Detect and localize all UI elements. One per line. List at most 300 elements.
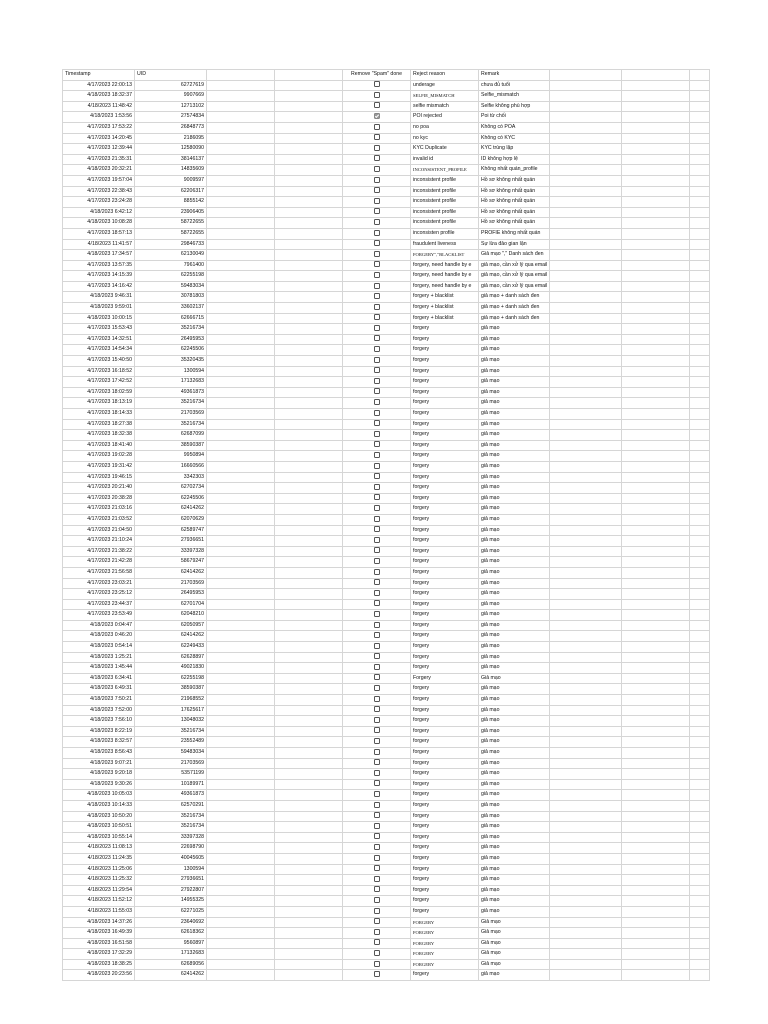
reject-reason-cell[interactable]: forgery (411, 652, 479, 663)
empty-cell[interactable] (550, 620, 622, 631)
timestamp-cell[interactable]: 4/18/2023 20:23:56 (63, 970, 135, 981)
empty-cell[interactable] (690, 250, 710, 261)
reject-reason-cell[interactable]: underage (411, 80, 479, 91)
spam-done-cell[interactable] (343, 790, 411, 801)
remark-cell[interactable]: Giả mạo (479, 959, 550, 970)
empty-cell[interactable] (207, 197, 275, 208)
timestamp-cell[interactable]: 4/18/2023 11:29:54 (63, 885, 135, 896)
empty-cell[interactable] (690, 959, 710, 970)
empty-cell[interactable] (275, 695, 343, 706)
timestamp-cell[interactable]: 4/18/2023 9:20:18 (63, 769, 135, 780)
empty-cell[interactable] (690, 228, 710, 239)
remark-cell[interactable]: Giả mạo (479, 673, 550, 684)
empty-cell[interactable] (622, 705, 690, 716)
remark-cell[interactable]: giả mạo (479, 853, 550, 864)
spam-done-cell[interactable] (343, 239, 411, 250)
uid-cell[interactable]: 59483034 (135, 281, 207, 292)
timestamp-cell[interactable]: 4/18/2023 7:52:00 (63, 705, 135, 716)
reject-reason-cell[interactable]: invalid id (411, 154, 479, 165)
empty-cell[interactable] (550, 356, 622, 367)
remark-cell[interactable]: giả mạo (479, 472, 550, 483)
empty-cell[interactable] (550, 525, 622, 536)
uid-cell[interactable]: 58722655 (135, 218, 207, 229)
checkbox[interactable] (374, 378, 380, 384)
empty-cell[interactable] (622, 906, 690, 917)
remark-cell[interactable]: giả mạo (479, 832, 550, 843)
empty-cell[interactable] (550, 461, 622, 472)
reject-reason-cell[interactable]: forgery (411, 525, 479, 536)
reject-reason-cell[interactable]: forgery (411, 843, 479, 854)
uid-cell[interactable]: 59483034 (135, 748, 207, 759)
uid-cell[interactable]: 62414262 (135, 504, 207, 515)
checkbox[interactable] (374, 780, 380, 786)
uid-cell[interactable]: 33397328 (135, 832, 207, 843)
spam-done-cell[interactable] (343, 949, 411, 960)
empty-cell[interactable] (622, 165, 690, 176)
empty-cell[interactable] (622, 387, 690, 398)
empty-cell[interactable] (207, 832, 275, 843)
empty-cell[interactable] (690, 398, 710, 409)
empty-cell[interactable] (550, 430, 622, 441)
empty-cell[interactable] (275, 218, 343, 229)
remark-cell[interactable]: giả mạo (479, 758, 550, 769)
spam-done-cell[interactable] (343, 366, 411, 377)
checkbox[interactable] (374, 494, 380, 500)
empty-cell[interactable] (207, 514, 275, 525)
remark-cell[interactable]: giả mạo (479, 716, 550, 727)
spam-done-cell[interactable] (343, 843, 411, 854)
uid-cell[interactable]: 10189971 (135, 779, 207, 790)
reject-reason-cell[interactable]: inconsistent profile (411, 207, 479, 218)
remark-cell[interactable]: giả mạo (479, 864, 550, 875)
empty-cell[interactable] (275, 949, 343, 960)
checkbox[interactable] (374, 833, 380, 839)
remark-cell[interactable]: giả mạo (479, 896, 550, 907)
reject-reason-cell[interactable]: no kyc (411, 133, 479, 144)
uid-cell[interactable]: 62048210 (135, 610, 207, 621)
uid-cell[interactable]: 27936651 (135, 536, 207, 547)
empty-cell[interactable] (550, 440, 622, 451)
reject-reason-cell[interactable]: forgery (411, 737, 479, 748)
uid-cell[interactable]: 35216734 (135, 726, 207, 737)
empty-cell[interactable] (622, 514, 690, 525)
empty-cell[interactable] (275, 377, 343, 388)
empty-cell[interactable] (207, 695, 275, 706)
empty-cell[interactable] (207, 175, 275, 186)
empty-cell[interactable] (207, 345, 275, 356)
spam-done-cell[interactable] (343, 758, 411, 769)
reject-reason-cell[interactable]: POI rejected (411, 112, 479, 123)
empty-cell[interactable] (207, 250, 275, 261)
empty-cell[interactable] (550, 334, 622, 345)
uid-cell[interactable]: 33602137 (135, 303, 207, 314)
empty-cell[interactable] (690, 938, 710, 949)
empty-cell[interactable] (207, 144, 275, 155)
empty-cell[interactable] (622, 599, 690, 610)
empty-cell[interactable] (275, 430, 343, 441)
empty-cell[interactable] (622, 303, 690, 314)
checkbox[interactable] (374, 950, 380, 956)
timestamp-cell[interactable]: 4/17/2023 21:38:22 (63, 546, 135, 557)
empty-cell[interactable] (690, 652, 710, 663)
remark-cell[interactable]: Không nhất quán_profile (479, 165, 550, 176)
timestamp-cell[interactable]: 4/17/2023 21:56:58 (63, 567, 135, 578)
empty-cell[interactable] (550, 281, 622, 292)
empty-cell[interactable] (622, 228, 690, 239)
empty-cell[interactable] (550, 186, 622, 197)
empty-cell[interactable] (550, 101, 622, 112)
timestamp-cell[interactable]: 4/18/2023 1:25:21 (63, 652, 135, 663)
uid-cell[interactable]: 33397328 (135, 546, 207, 557)
empty-cell[interactable] (622, 133, 690, 144)
reject-reason-cell[interactable]: forgery (411, 769, 479, 780)
empty-cell[interactable] (622, 536, 690, 547)
checkbox[interactable] (374, 304, 380, 310)
remark-cell[interactable]: chưa đủ tuổi (479, 80, 550, 91)
remark-cell[interactable]: giả mạo (479, 525, 550, 536)
spam-done-cell[interactable] (343, 567, 411, 578)
empty-cell[interactable] (275, 673, 343, 684)
timestamp-cell[interactable]: 4/18/2023 8:56:43 (63, 748, 135, 759)
checkbox[interactable] (374, 81, 380, 87)
empty-cell[interactable] (622, 716, 690, 727)
empty-cell[interactable] (275, 864, 343, 875)
reject-reason-cell[interactable]: forgery (411, 631, 479, 642)
spam-done-cell[interactable] (343, 970, 411, 981)
empty-cell[interactable] (622, 440, 690, 451)
checkbox[interactable] (374, 431, 380, 437)
uid-cell[interactable]: 35216734 (135, 398, 207, 409)
reject-reason-cell[interactable]: INCONSISTENT_PROFILE (411, 165, 479, 176)
uid-cell[interactable]: 8855142 (135, 197, 207, 208)
remark-cell[interactable]: giả mạo (479, 599, 550, 610)
checkbox[interactable] (374, 939, 380, 945)
checkbox-checked[interactable] (374, 113, 380, 119)
reject-reason-cell[interactable]: forgery (411, 705, 479, 716)
checkbox[interactable] (374, 717, 380, 723)
checkbox[interactable] (374, 653, 380, 659)
empty-cell[interactable] (550, 589, 622, 600)
empty-cell[interactable] (550, 853, 622, 864)
uid-cell[interactable]: 2186095 (135, 133, 207, 144)
remark-cell[interactable]: Sự lừa đảo gian lận (479, 239, 550, 250)
empty-cell[interactable] (622, 122, 690, 133)
empty-cell[interactable] (275, 769, 343, 780)
reject-reason-cell[interactable]: forgery (411, 726, 479, 737)
empty-cell[interactable] (207, 970, 275, 981)
remark-cell[interactable]: giả mạo (479, 589, 550, 600)
spam-done-cell[interactable] (343, 387, 411, 398)
checkbox[interactable] (374, 908, 380, 914)
spam-done-cell[interactable] (343, 281, 411, 292)
empty-cell[interactable] (275, 366, 343, 377)
empty-cell[interactable] (207, 207, 275, 218)
timestamp-cell[interactable]: 4/17/2023 19:02:28 (63, 451, 135, 462)
spam-done-cell[interactable] (343, 154, 411, 165)
uid-cell[interactable]: 13048032 (135, 716, 207, 727)
uid-cell[interactable]: 7961400 (135, 260, 207, 271)
timestamp-cell[interactable]: 4/18/2023 11:24:35 (63, 853, 135, 864)
empty-cell[interactable] (275, 652, 343, 663)
empty-cell[interactable] (207, 599, 275, 610)
empty-cell[interactable] (207, 716, 275, 727)
remark-cell[interactable]: giả mạo, cần xử lý qua email (479, 271, 550, 282)
empty-cell[interactable] (207, 853, 275, 864)
empty-cell[interactable] (207, 546, 275, 557)
empty-cell[interactable] (690, 843, 710, 854)
spam-done-cell[interactable] (343, 313, 411, 324)
empty-cell[interactable] (550, 409, 622, 420)
empty-cell[interactable] (550, 165, 622, 176)
empty-cell[interactable] (550, 260, 622, 271)
remark-cell[interactable]: giả mạo (479, 409, 550, 420)
empty-cell[interactable] (550, 652, 622, 663)
empty-cell[interactable] (550, 472, 622, 483)
checkbox[interactable] (374, 685, 380, 691)
timestamp-cell[interactable]: 4/17/2023 20:21:40 (63, 483, 135, 494)
uid-cell[interactable]: 62245506 (135, 345, 207, 356)
timestamp-cell[interactable]: 4/17/2023 14:32:51 (63, 334, 135, 345)
empty-cell[interactable] (622, 938, 690, 949)
spam-done-cell[interactable] (343, 398, 411, 409)
empty-cell[interactable] (207, 228, 275, 239)
empty-cell[interactable] (550, 493, 622, 504)
empty-cell[interactable] (622, 525, 690, 536)
empty-cell[interactable] (550, 112, 622, 123)
timestamp-cell[interactable]: 4/17/2023 15:40:50 (63, 356, 135, 367)
remark-cell[interactable]: giả mạo + danh sách đen (479, 313, 550, 324)
empty-cell[interactable] (690, 451, 710, 462)
uid-cell[interactable]: 62701704 (135, 599, 207, 610)
remark-cell[interactable]: KYC trùng lặp (479, 144, 550, 155)
empty-cell[interactable] (550, 875, 622, 886)
reject-reason-cell[interactable]: Forgery (411, 673, 479, 684)
timestamp-cell[interactable]: 4/18/2023 9:30:26 (63, 779, 135, 790)
spam-done-cell[interactable] (343, 101, 411, 112)
checkbox[interactable] (374, 569, 380, 575)
empty-cell[interactable] (275, 472, 343, 483)
empty-cell[interactable] (622, 758, 690, 769)
timestamp-cell[interactable]: 4/17/2023 19:46:15 (63, 472, 135, 483)
empty-cell[interactable] (622, 218, 690, 229)
empty-cell[interactable] (622, 589, 690, 600)
reject-reason-cell[interactable]: forgery (411, 832, 479, 843)
empty-cell[interactable] (207, 885, 275, 896)
uid-cell[interactable]: 38590387 (135, 440, 207, 451)
empty-cell[interactable] (622, 642, 690, 653)
spam-done-cell[interactable] (343, 419, 411, 430)
empty-cell[interactable] (275, 938, 343, 949)
empty-cell[interactable] (550, 91, 622, 102)
empty-cell[interactable] (550, 970, 622, 981)
spam-done-cell[interactable] (343, 546, 411, 557)
empty-cell[interactable] (690, 356, 710, 367)
spam-done-cell[interactable] (343, 377, 411, 388)
reject-reason-cell[interactable]: forgery (411, 811, 479, 822)
timestamp-cell[interactable]: 4/17/2023 18:41:40 (63, 440, 135, 451)
checkbox[interactable] (374, 463, 380, 469)
timestamp-cell[interactable]: 4/17/2023 19:31:42 (63, 461, 135, 472)
empty-cell[interactable] (690, 567, 710, 578)
remark-cell[interactable]: giả mạo (479, 790, 550, 801)
checkbox[interactable] (374, 876, 380, 882)
checkbox[interactable] (374, 759, 380, 765)
timestamp-cell[interactable]: 4/18/2023 17:32:29 (63, 949, 135, 960)
empty-cell[interactable] (550, 959, 622, 970)
timestamp-cell[interactable]: 4/17/2023 17:53:22 (63, 122, 135, 133)
timestamp-cell[interactable]: 4/18/2023 17:34:57 (63, 250, 135, 261)
remark-cell[interactable]: giả mạo (479, 695, 550, 706)
checkbox[interactable] (374, 219, 380, 225)
uid-cell[interactable]: 23552489 (135, 737, 207, 748)
timestamp-cell[interactable]: 4/18/2023 9:46:31 (63, 292, 135, 303)
empty-cell[interactable] (622, 811, 690, 822)
empty-cell[interactable] (207, 843, 275, 854)
remark-cell[interactable]: giả mạo (479, 663, 550, 674)
uid-cell[interactable]: 9560897 (135, 938, 207, 949)
empty-cell[interactable] (550, 684, 622, 695)
reject-reason-cell[interactable]: forgery (411, 853, 479, 864)
reject-reason-cell[interactable]: forgery (411, 896, 479, 907)
reject-reason-cell[interactable]: forgery (411, 430, 479, 441)
empty-cell[interactable] (275, 536, 343, 547)
empty-cell[interactable] (207, 377, 275, 388)
timestamp-cell[interactable]: 4/17/2023 22:00:13 (63, 80, 135, 91)
empty-cell[interactable] (207, 419, 275, 430)
reject-reason-cell[interactable]: forgery (411, 610, 479, 621)
empty-cell[interactable] (275, 726, 343, 737)
empty-cell[interactable] (690, 218, 710, 229)
empty-cell[interactable] (690, 430, 710, 441)
empty-cell[interactable] (550, 832, 622, 843)
checkbox[interactable] (374, 558, 380, 564)
empty-cell[interactable] (550, 790, 622, 801)
empty-cell[interactable] (275, 970, 343, 981)
empty-cell[interactable] (275, 875, 343, 886)
empty-cell[interactable] (275, 684, 343, 695)
timestamp-cell[interactable]: 4/18/2023 10:14:33 (63, 800, 135, 811)
empty-cell[interactable] (622, 334, 690, 345)
reject-reason-cell[interactable]: forgery (411, 800, 479, 811)
timestamp-cell[interactable]: 4/17/2023 22:38:43 (63, 186, 135, 197)
uid-cell[interactable]: 35216734 (135, 822, 207, 833)
empty-cell[interactable] (275, 281, 343, 292)
timestamp-cell[interactable]: 4/18/2023 7:50:21 (63, 695, 135, 706)
checkbox[interactable] (374, 399, 380, 405)
checkbox[interactable] (374, 632, 380, 638)
spam-done-cell[interactable] (343, 917, 411, 928)
timestamp-cell[interactable]: 4/17/2023 18:14:33 (63, 409, 135, 420)
empty-cell[interactable] (690, 705, 710, 716)
empty-cell[interactable] (690, 642, 710, 653)
spam-done-cell[interactable] (343, 726, 411, 737)
empty-cell[interactable] (207, 769, 275, 780)
empty-cell[interactable] (690, 758, 710, 769)
remark-cell[interactable]: giả mạo (479, 970, 550, 981)
empty-cell[interactable] (207, 303, 275, 314)
reject-reason-cell[interactable]: forgery (411, 578, 479, 589)
empty-cell[interactable] (550, 387, 622, 398)
empty-cell[interactable] (275, 144, 343, 155)
uid-cell[interactable]: 62618362 (135, 928, 207, 939)
empty-cell[interactable] (550, 642, 622, 653)
empty-cell[interactable] (550, 599, 622, 610)
timestamp-cell[interactable]: 4/17/2023 18:57:13 (63, 228, 135, 239)
empty-cell[interactable] (275, 228, 343, 239)
empty-cell[interactable] (622, 673, 690, 684)
empty-cell[interactable] (275, 811, 343, 822)
timestamp-cell[interactable]: 4/18/2023 11:48:42 (63, 101, 135, 112)
uid-cell[interactable]: 23640692 (135, 917, 207, 928)
checkbox[interactable] (374, 134, 380, 140)
spam-done-cell[interactable] (343, 800, 411, 811)
checkbox[interactable] (374, 124, 380, 130)
empty-cell[interactable] (207, 536, 275, 547)
empty-cell[interactable] (690, 832, 710, 843)
empty-cell[interactable] (690, 483, 710, 494)
spam-done-cell[interactable] (343, 356, 411, 367)
timestamp-cell[interactable]: 4/17/2023 21:03:52 (63, 514, 135, 525)
spam-done-cell[interactable] (343, 557, 411, 568)
reject-reason-cell[interactable]: forgery (411, 472, 479, 483)
empty-cell[interactable] (207, 758, 275, 769)
empty-cell[interactable] (622, 663, 690, 674)
checkbox[interactable] (374, 664, 380, 670)
empty-cell[interactable] (622, 239, 690, 250)
empty-cell[interactable] (275, 292, 343, 303)
remark-cell[interactable]: giả mạo (479, 843, 550, 854)
remark-cell[interactable]: Giả mạo "," Danh sách đen (479, 250, 550, 261)
remark-cell[interactable]: giả mạo (479, 684, 550, 695)
remark-cell[interactable]: giả mạo (479, 875, 550, 886)
reject-reason-cell[interactable]: forgery (411, 398, 479, 409)
uid-cell[interactable]: 49361873 (135, 387, 207, 398)
remark-cell[interactable]: giả mạo (479, 366, 550, 377)
empty-cell[interactable] (550, 366, 622, 377)
reject-reason-cell[interactable]: forgery (411, 875, 479, 886)
empty-cell[interactable] (622, 430, 690, 441)
empty-cell[interactable] (690, 885, 710, 896)
uid-cell[interactable]: 35216734 (135, 419, 207, 430)
checkbox[interactable] (374, 410, 380, 416)
empty-cell[interactable] (207, 493, 275, 504)
remark-cell[interactable]: giả mạo (479, 377, 550, 388)
spam-done-cell[interactable] (343, 260, 411, 271)
spam-done-cell[interactable] (343, 112, 411, 123)
empty-cell[interactable] (622, 409, 690, 420)
timestamp-cell[interactable]: 4/17/2023 14:15:39 (63, 271, 135, 282)
empty-cell[interactable] (622, 631, 690, 642)
remark-cell[interactable]: Selfie không phù hợp (479, 101, 550, 112)
empty-cell[interactable] (690, 811, 710, 822)
reject-reason-cell[interactable]: forgery (411, 970, 479, 981)
empty-cell[interactable] (275, 822, 343, 833)
empty-cell[interactable] (690, 133, 710, 144)
empty-cell[interactable] (622, 260, 690, 271)
uid-cell[interactable]: 14955325 (135, 896, 207, 907)
uid-cell[interactable]: 62249433 (135, 642, 207, 653)
empty-cell[interactable] (275, 832, 343, 843)
empty-cell[interactable] (207, 875, 275, 886)
empty-cell[interactable] (207, 483, 275, 494)
empty-cell[interactable] (622, 324, 690, 335)
empty-cell[interactable] (622, 112, 690, 123)
reject-reason-cell[interactable]: FORGERY (411, 959, 479, 970)
empty-cell[interactable] (275, 112, 343, 123)
empty-cell[interactable] (550, 144, 622, 155)
empty-cell[interactable] (622, 949, 690, 960)
remark-cell[interactable]: giả mạo + danh sách đen (479, 292, 550, 303)
